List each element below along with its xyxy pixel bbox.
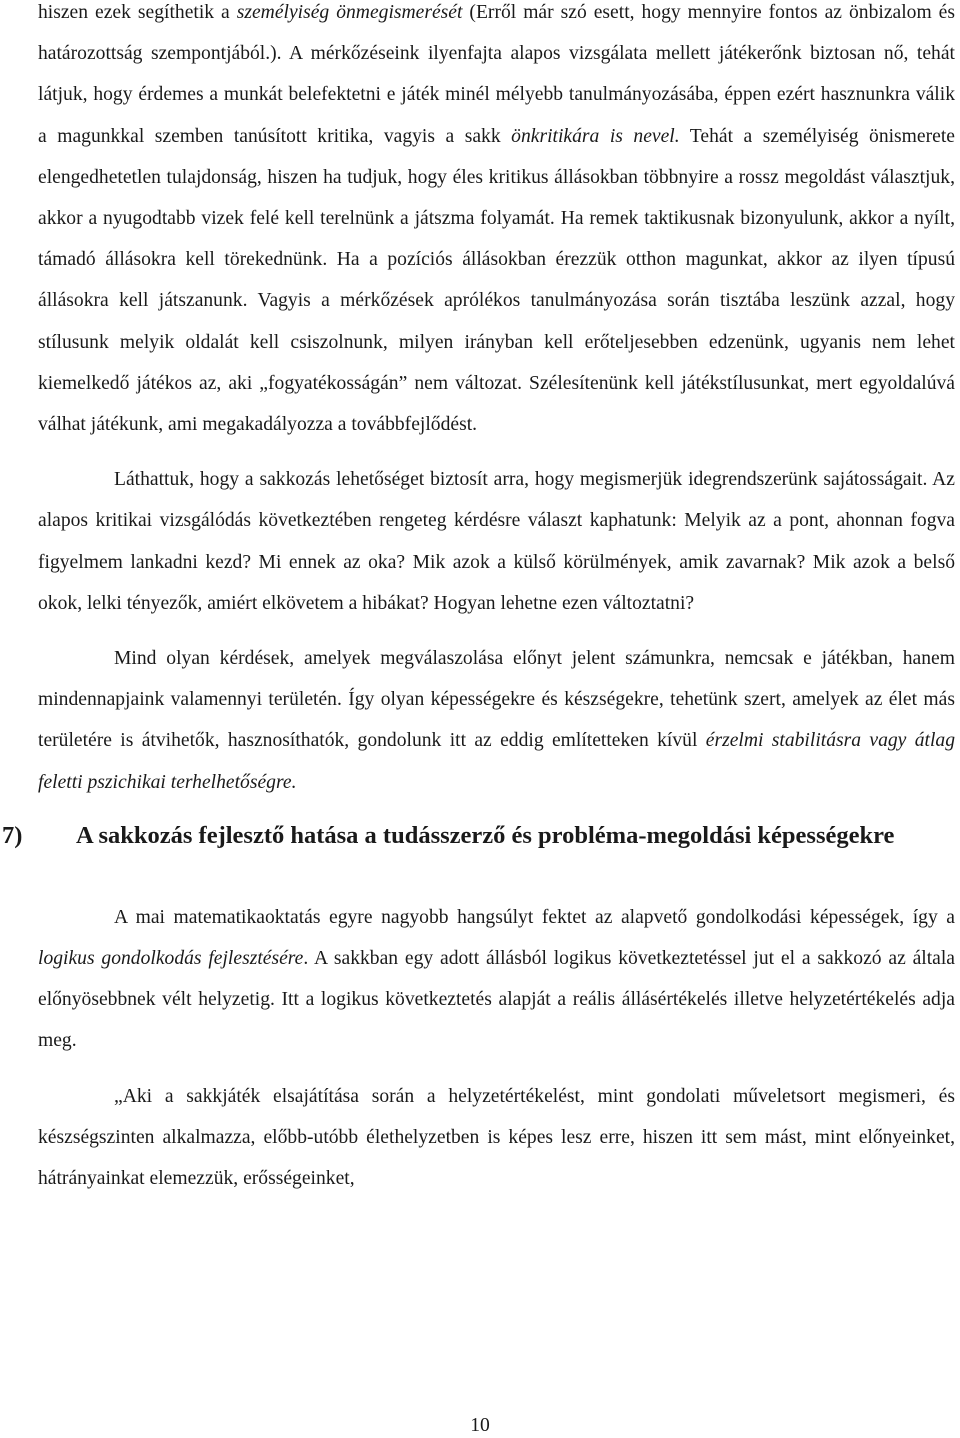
text-run: Mind olyan kérdések, amelyek megválaszolása előnyt jelent számunkra, nemcsak e játékban, hanem mindennapjaink valamennyi területén. Így olyan képességekre és készségekre, tehetünk szert, amelyek az élet más területére is átvihetők, hasznosíthatók, gondolunk itt az eddig említetteken kívül	[38, 648, 955, 752]
section-number: 7)	[2, 821, 23, 849]
text-run: (Erről már szó esett, hogy mennyire fontos az önbizalom és határozottság szempontjából.). A mérkőzéseink ilyenfajta alapos vizsgálata mellett játékerőnk biztosan nő, tehát látjuk, hogy érdemes a munkát belefektetni e játék minél mélyebb tanulmányozásába, éppen ezért hasznunkra válik a magunkkal szemben tanúsított kritika, vagyis a sakk	[38, 2, 955, 147]
paragraph-questions	[38, 638, 955, 803]
paragraph-self-knowledge	[38, 0, 955, 445]
paragraph-math-education	[38, 897, 955, 1062]
page-number: 10	[470, 1415, 490, 1436]
section-heading	[2, 813, 955, 859]
italic-run: önkritikára is nevel.	[511, 125, 680, 147]
text-run: hiszen ezek segíthetik a	[38, 2, 237, 23]
italic-run: érzelmi stabilitásra vagy átlag feletti pszichikai terhelhetőségre.	[38, 730, 955, 793]
section-title: A sakkozás fejlesztő hatása a tudásszerző és probléma-megoldási képességekre	[76, 821, 895, 849]
italic-run: személyiség önmegismerését	[236, 2, 463, 23]
document-page	[2, 0, 955, 1199]
paragraph-quote: „Aki a sakkjáték elsajátítása során a helyzetértékelést, mint gondolati műveletsort megismeri, és készségszinten alkalmazza, előbb-utóbb élethelyzetben is képes lesz erre, hiszen itt sem mást, mint előnyeinket, hátrányainkat elemezzük, erősségeinket,	[38, 1085, 955, 1190]
text-run: A mai matematikaoktatás egyre nagyobb hangsúlyt fektet az alapvető gondolkodási képességek, így a	[114, 906, 955, 928]
italic-run: logikus gondolkodás fejlesztésére	[38, 948, 304, 970]
text-run: Tehát a személyiség önismerete elengedhetetlen tulajdonság, hiszen ha tudjuk, hogy éles kritikus állásokban többnyire a rossz megoldást választjuk, akkor a nyugodtabb vizek felé kell terelnünk a játszma folyamát. Ha remek taktikusnak bizonyulunk, akkor a nyílt, támadó állásokra kell törekednünk. Ha a pozíciós állásokban érezzük otthon magunkat, akkor az ilyen típusú állásokra kell játszanunk. Vagyis a mérkőzések aprólékos tanulmányozása során tisztába leszünk azzal, hogy stílusunk melyik oldalát kell csiszolnunk, milyen irányban kell erőteljesebben edzenünk, ugyanis nem lehet kiemelkedő játékos az, aki „fogyatékosságán” nem változat. Szélesítenünk kell játékstílusunkat, mert egyoldalúvá válhat játékunk, ami megakadályozza a továbbfejlődést.	[38, 125, 955, 436]
paragraph-nervous-system: Láthattuk, hogy a sakkozás lehetőséget biztosít arra, hogy megismerjük idegrendszerünk sajátosságait. Az alapos kritikai vizsgálódás következtében rengeteg kérdésre választ kaphatunk: Melyik az a pont, ahonnan fogva figyelmem lankadni kezd? Mi ennek az oka? Mik azok a külső körülmények, amik zavarnak? Mik azok a belső okok, lelki tényezők, amiért elkövetem a hibákat? Hogyan lehetne ezen változtatni?	[38, 469, 955, 614]
text-run: . A sakkban egy adott állásból logikus következtetéssel jut el a sakkozó az általa előnyösebbnek vélt helyzetig. Itt a logikus következtetés alapját a reális állásértékelés illetve helyzetértékelés adja meg.	[38, 948, 955, 1052]
